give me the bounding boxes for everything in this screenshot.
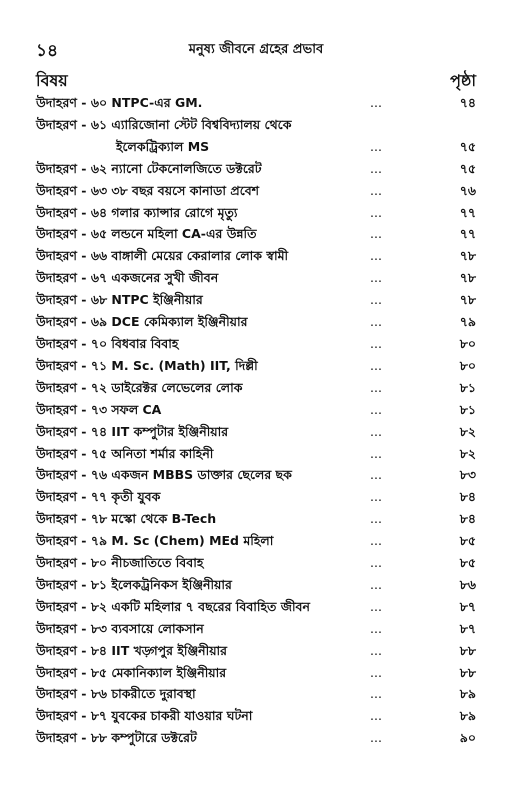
toc-entry [36, 158, 476, 180]
toc-entry [36, 245, 476, 267]
toc-entry [36, 640, 476, 662]
toc-entry-page: ৭৬ [459, 182, 476, 198]
toc-entry [36, 683, 476, 705]
toc-entry-page: ৮৪ [459, 489, 476, 505]
subject-column-header: বিষয় [36, 71, 68, 90]
toc-entry-title: উদাহরণ - ৭৪ IIT কম্পুটার ইঞ্জিনীয়ার [36, 423, 229, 439]
toc-entry-title: উদাহরণ - ৮৬ চাকরীতে দুরাবস্থা [36, 686, 196, 702]
toc-entry-page: ৮০ [459, 357, 476, 373]
toc-entry-title: উদাহরণ - ৬৪ গলার ক্যান্সার রোগে মৃত্যু [36, 204, 238, 220]
toc-entry-page: ৭৮ [459, 292, 476, 308]
leader-dots: ... [370, 489, 382, 505]
toc-entry-title: উদাহরণ - ৭১ M. Sc. (Math) IIT, দিল্লী [36, 357, 258, 373]
toc-entry-page: ৭৮ [459, 270, 476, 286]
toc-entry-page: ৮৫ [459, 555, 476, 571]
leader-dots: ... [370, 576, 382, 592]
toc-entry-page: ৮৮ [459, 664, 476, 680]
leader-dots: ... [370, 379, 382, 395]
toc-entry-page: ৮৭ [459, 620, 476, 636]
toc-entry [36, 333, 476, 355]
page-column-header: পৃষ্ঠা [450, 71, 476, 90]
toc-entry-title-continued: ইলেকট্রিক্যাল MS [116, 138, 210, 154]
toc-entry-title: উদাহরণ - ৬৭ একজনের সুখী জীবন [36, 270, 219, 286]
page-header [36, 38, 476, 60]
toc-entry-page: ৮০ [459, 335, 476, 351]
toc-entry-title: উদাহরণ - ৮৪ IIT খড়্গপুর ইঞ্জিনীয়ার [36, 642, 228, 658]
toc-entry-title: উদাহরণ - ৮২ একটি মহিলার ৭ বছরের বিবাহিত জীবন [36, 598, 310, 614]
toc-entry-title: উদাহরণ - ৮৮ কম্পুটারে ডক্টরেট [36, 730, 197, 746]
leader-dots: ... [370, 598, 382, 614]
toc-entry-title: উদাহরণ - ৭৬ একজন MBBS ডাক্তার ছেলের ছক [36, 467, 292, 483]
toc-entry-title: উদাহরণ - ৭৯ M. Sc (Chem) MEd মহিলা [36, 533, 274, 549]
toc-entry-title: উদাহরণ - ৮০ নীচজাতিতে বিবাহ [36, 555, 204, 571]
leader-dots: ... [370, 160, 382, 176]
toc-entry [36, 114, 476, 158]
leader-dots: ... [370, 533, 382, 549]
running-title: মনুষ্য জীবনে গ্রহের প্রভাব [188, 42, 324, 57]
toc-entry-page: ৮২ [459, 445, 476, 461]
toc-entry-title: উদাহরণ - ৭২ ডাইরেক্টর লেভেলের লোক [36, 379, 243, 395]
leader-dots: ... [370, 511, 382, 527]
toc-entry [36, 267, 476, 289]
toc-entry-page: ৮৯ [459, 708, 476, 724]
toc-entry-title: উদাহরণ - ৮১ ইলেকট্রনিকস ইঞ্জিনীয়ার [36, 576, 232, 592]
leader-dots: ... [370, 248, 382, 264]
leader-dots: ... [370, 730, 382, 746]
leader-dots: ... [370, 138, 382, 154]
toc-entry [36, 399, 476, 421]
leader-dots: ... [370, 401, 382, 417]
toc-entry-title: উদাহরণ - ৭০ বিধবার বিবাহ [36, 335, 179, 351]
leader-dots: ... [370, 204, 382, 220]
toc-entry [36, 727, 476, 749]
toc-entry-title: উদাহরণ - ৬২ ন্যানো টেকনোলজিতে ডক্টরেট [36, 160, 262, 176]
toc-entry-title: উদাহরণ - ৮৫ মেকানিক্যাল ইঞ্জিনীয়ার [36, 664, 227, 680]
toc-list [36, 92, 476, 749]
toc-entry-page: ৮২ [459, 423, 476, 439]
toc-entry-page: ৮৩ [459, 467, 476, 483]
leader-dots: ... [370, 686, 382, 702]
toc-entry-page: ৭৮ [459, 248, 476, 264]
toc-entry-page: ৮৬ [459, 576, 476, 592]
leader-dots: ... [370, 314, 382, 330]
toc-entry [36, 92, 476, 114]
leader-dots: ... [370, 335, 382, 351]
toc-entry-page: ৭৭ [459, 204, 476, 220]
toc-entry [36, 421, 476, 443]
toc-entry [36, 705, 476, 727]
toc-entry [36, 180, 476, 202]
toc-entry-title: উদাহরণ - ৬১ এ্যারিজোনা স্টেট বিশ্ববিদ্যালয় থেকে ইলেকট্রিক্যাল MS [36, 114, 356, 158]
toc-entry-title: উদাহরণ - ৭৫ অনিতা শর্মার কাহিনী [36, 445, 214, 461]
toc-entry-page: ৮১ [459, 379, 476, 395]
toc-entry-page: ৭৪ [459, 95, 476, 110]
leader-dots: ... [370, 292, 382, 308]
leader-dots: ... [370, 708, 382, 724]
toc-entry [36, 443, 476, 465]
toc-entry-title: উদাহরণ - ৬৬ বাঙ্গালী মেয়ের কেরালার লোক স্বামী [36, 248, 289, 264]
toc-entry [36, 355, 476, 377]
leader-dots: ... [370, 467, 382, 483]
leader-dots: ... [370, 642, 382, 658]
toc-entry-title: উদাহরণ - ৬০ NTPC-এর GM. [36, 95, 203, 110]
leader-dots: ... [370, 182, 382, 198]
toc-entry-page: ৭৯ [459, 314, 476, 330]
toc-entry [36, 530, 476, 552]
toc-entry-title: উদাহরণ - ৬৯ DCE কেমিক্যাল ইঞ্জিনীয়ার [36, 314, 248, 330]
leader-dots: ... [370, 620, 382, 636]
leader-dots: ... [370, 445, 382, 461]
toc-entry-page: ৮৯ [459, 686, 476, 702]
toc-entry [36, 552, 476, 574]
page-number: ১৪ [36, 41, 59, 61]
toc-entry-title: উদাহরণ - ৬৫ লন্ডনে মহিলা CA-এর উন্নতি [36, 226, 257, 242]
toc-entry [36, 508, 476, 530]
leader-dots: ... [370, 357, 382, 373]
leader-dots: ... [370, 95, 382, 110]
toc-entry [36, 618, 476, 640]
toc-entry [36, 223, 476, 245]
toc-entry-page: ৮৫ [459, 533, 476, 549]
toc-column-headers [36, 68, 476, 90]
toc-entry-page: ৭৫ [459, 160, 476, 176]
toc-entry-page: ৭৫ [459, 138, 476, 154]
toc-entry-title: উদাহরণ - ৭৮ মস্কো থেকে B-Tech [36, 511, 217, 527]
toc-entry-title: উদাহরণ - ৮৭ যুবকের চাকরী যাওয়ার ঘটনা [36, 708, 253, 724]
toc-entry-page: ৮৮ [459, 642, 476, 658]
toc-entry-title: উদাহরণ - ৬৩ ৩৮ বছর বয়সে কানাডা প্রবেশ [36, 182, 260, 198]
leader-dots: ... [370, 664, 382, 680]
toc-entry-page: ৯০ [459, 730, 476, 746]
toc-entry-page: ৭৭ [459, 226, 476, 242]
toc-entry [36, 662, 476, 684]
toc-entry-page: ৮১ [459, 401, 476, 417]
toc-entry-page: ৮৭ [459, 598, 476, 614]
toc-entry-page: ৮৪ [459, 511, 476, 527]
toc-entry-title: উদাহরণ - ৬৮ NTPC ইঞ্জিনীয়ার [36, 292, 203, 308]
toc-entry [36, 596, 476, 618]
leader-dots: ... [370, 226, 382, 242]
toc-entry [36, 311, 476, 333]
leader-dots: ... [370, 270, 382, 286]
toc-entry [36, 289, 476, 311]
toc-entry [36, 464, 476, 486]
toc-entry [36, 486, 476, 508]
toc-entry-title: উদাহরণ - ৭৩ সফল CA [36, 401, 162, 417]
toc-entry-title: উদাহরণ - ৮৩ ব্যবসায়ে লোকসান [36, 620, 204, 636]
toc-entry-title: উদাহরণ - ৭৭ কৃতী যুবক [36, 489, 161, 505]
toc-entry [36, 202, 476, 224]
toc-entry [36, 574, 476, 596]
leader-dots: ... [370, 555, 382, 571]
toc-entry [36, 377, 476, 399]
leader-dots: ... [370, 423, 382, 439]
